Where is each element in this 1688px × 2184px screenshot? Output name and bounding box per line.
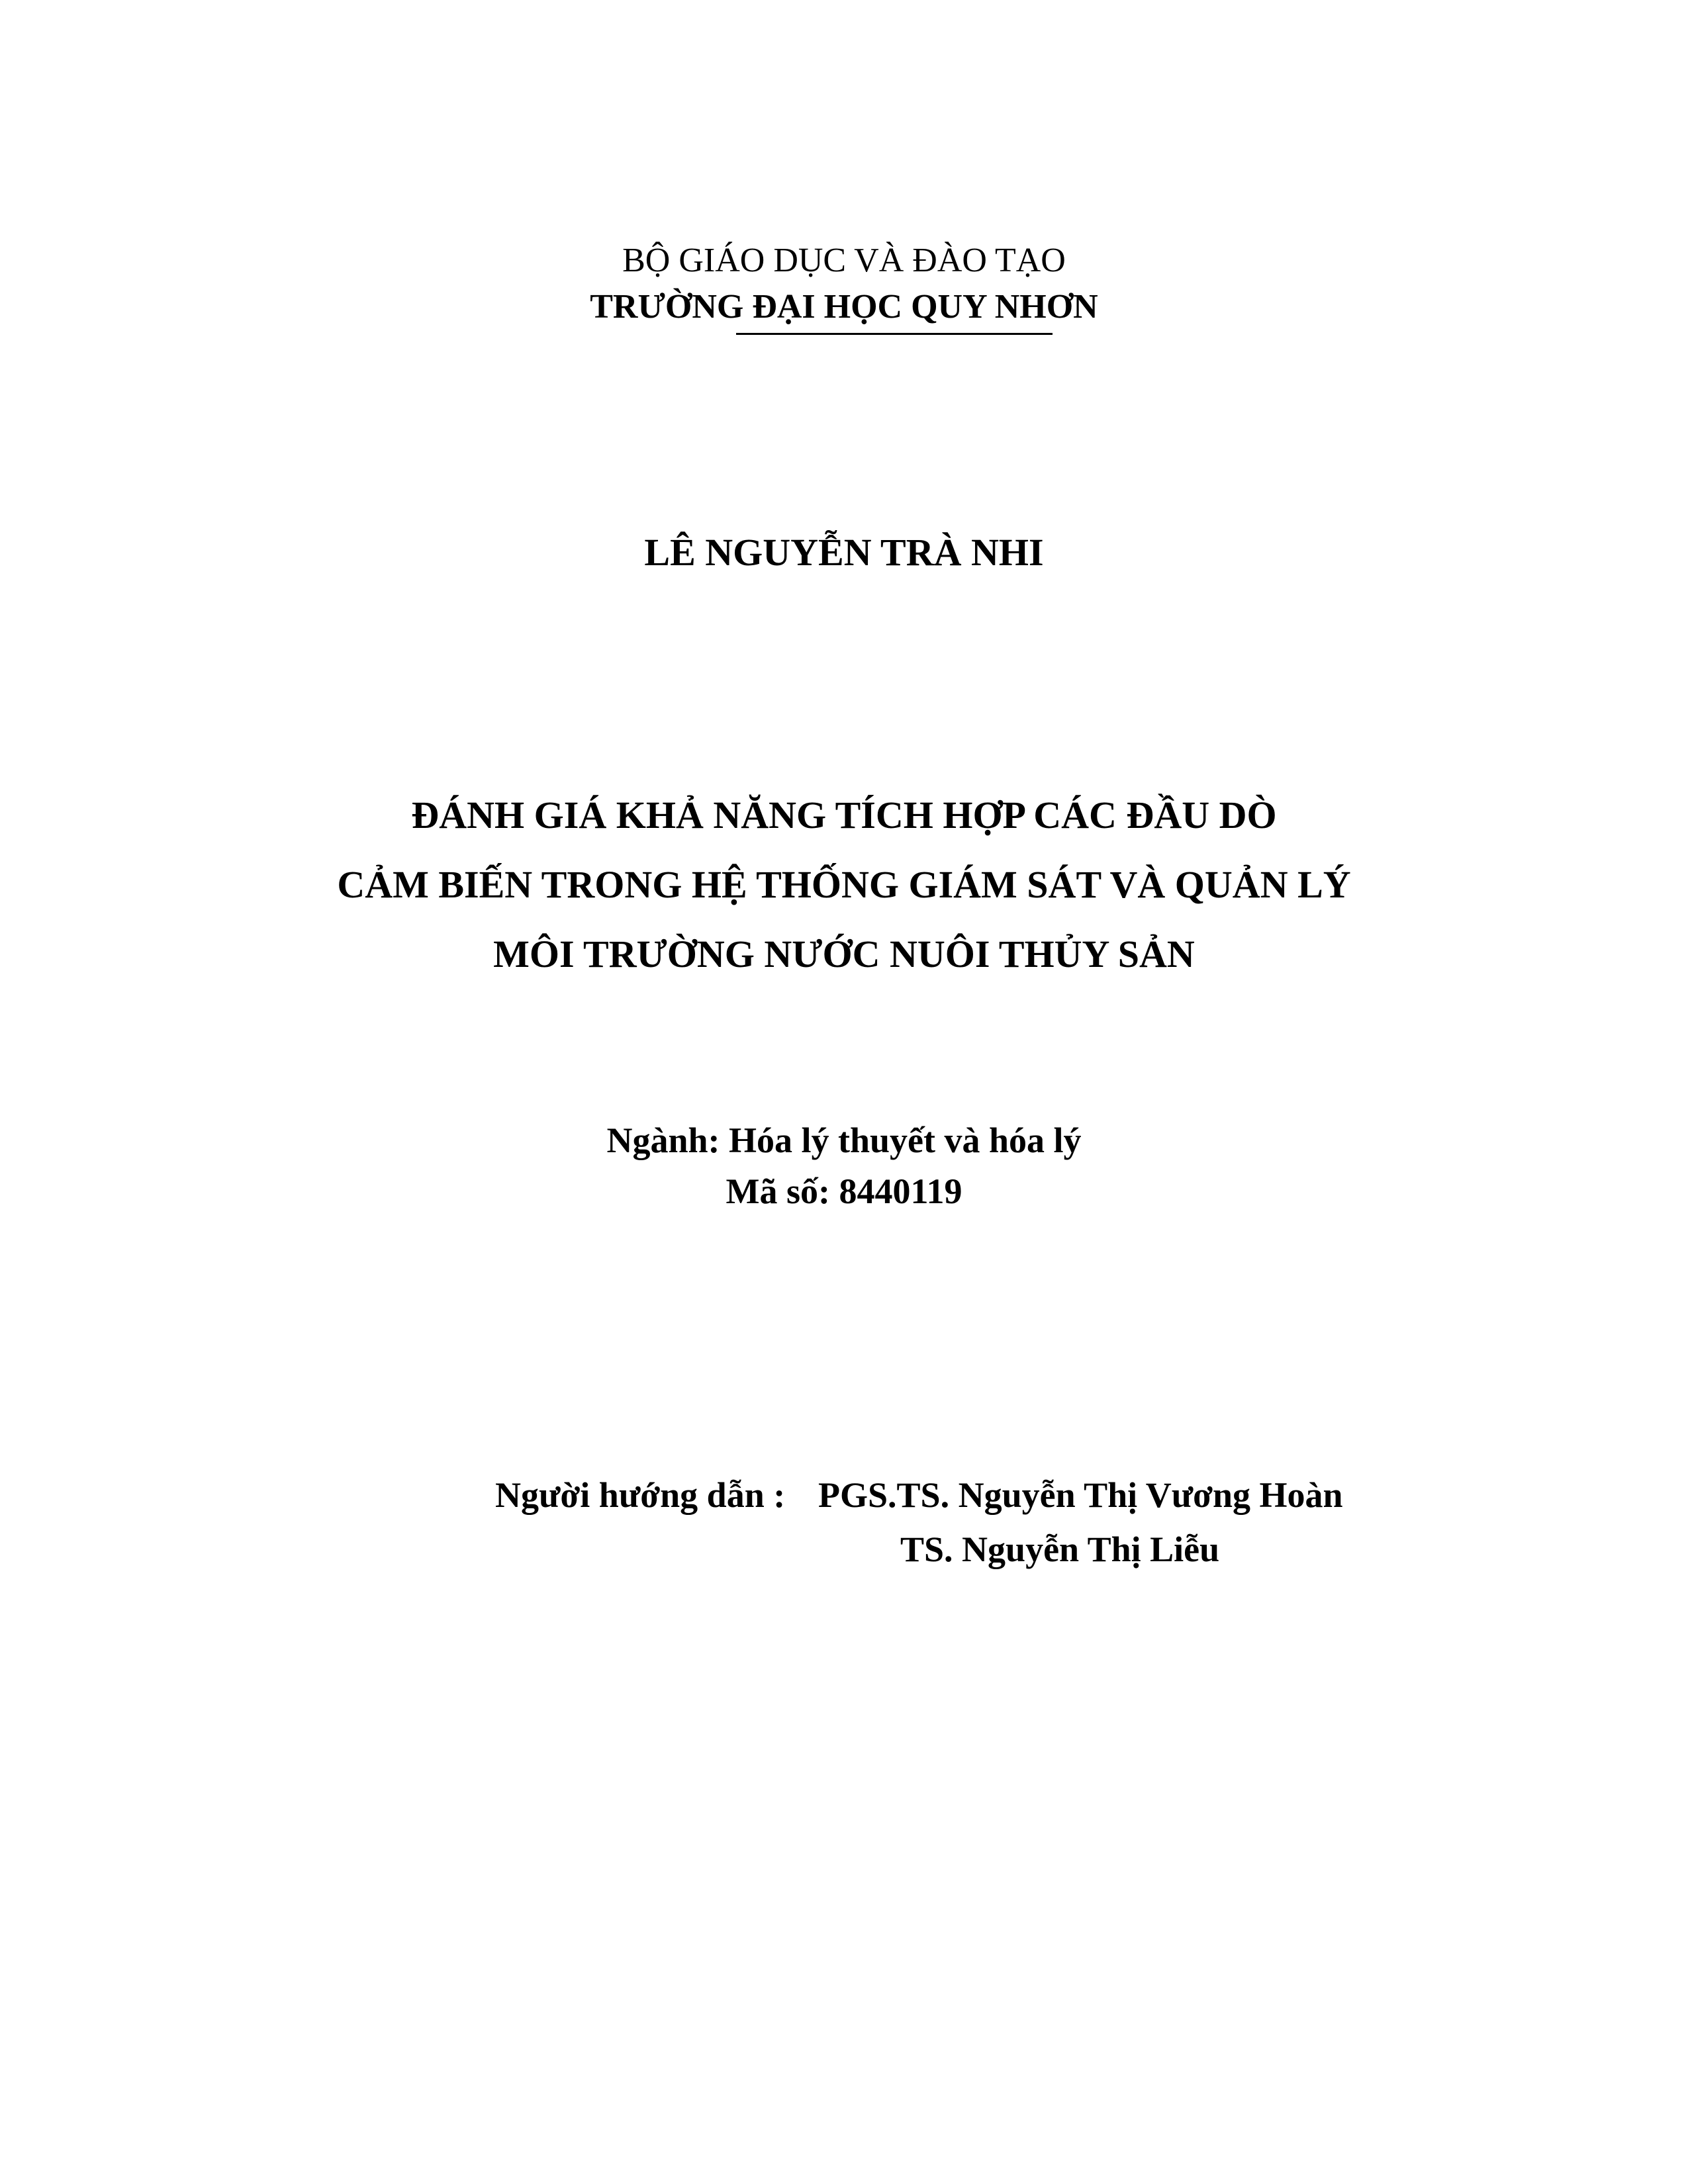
supervisor-primary: PGS.TS. Nguyễn Thị Vương Hoàn: [818, 1475, 1343, 1515]
university-name: TRƯỜNG ĐẠI HỌC QUY NHƠN: [590, 288, 1098, 326]
supervisor-label: Người hướng dẫn :: [495, 1475, 786, 1515]
ministry-name: BỘ GIÁO DỤC VÀ ĐÀO TẠO: [622, 242, 1066, 279]
supervisor-secondary: TS. Nguyễn Thị Liễu: [900, 1529, 1220, 1569]
author-name: LÊ NGUYỄN TRÀ NHI: [644, 531, 1044, 574]
program-code: Mã số: 8440119: [726, 1171, 962, 1211]
thesis-title-line-3: MÔI TRƯỜNG NƯỚC NUÔI THỦY SẢN: [493, 933, 1195, 976]
university-underline-divider: [736, 333, 1053, 335]
major-field: Ngành: Hóa lý thuyết và hóa lý: [606, 1120, 1082, 1160]
thesis-title-line-1: ĐÁNH GIÁ KHẢ NĂNG TÍCH HỢP CÁC ĐẦU DÒ: [411, 794, 1277, 837]
thesis-title-line-2: CẢM BIẾN TRONG HỆ THỐNG GIÁM SÁT VÀ QUẢN LÝ: [337, 863, 1351, 906]
